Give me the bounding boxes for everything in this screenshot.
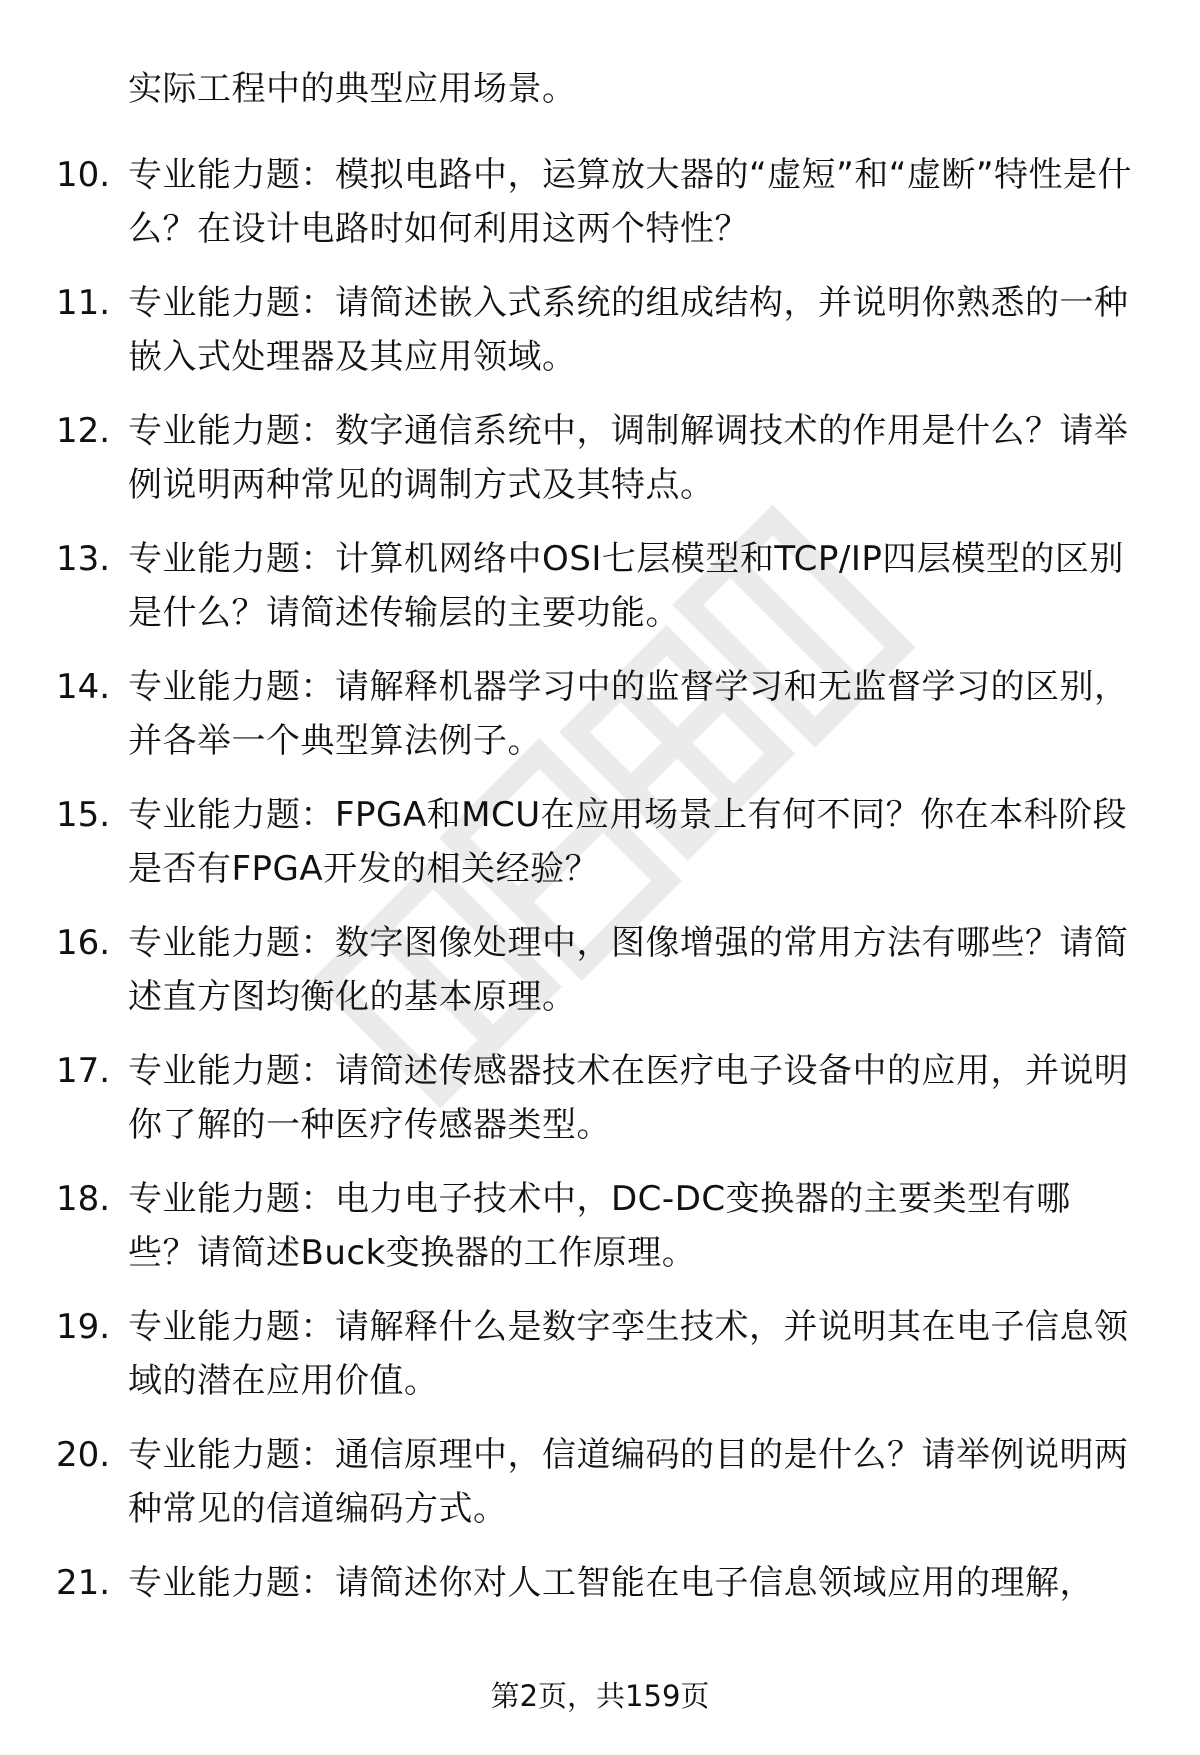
question-text: 专业能力题：计算机网络中OSI七层模型和TCP/IP四层模型的区别是什么？请简述传输层的主要功能。 (128, 539, 1124, 633)
list-item (0, 788, 1200, 916)
list-item (0, 1300, 1200, 1428)
list-item (0, 916, 1200, 1044)
list-item (0, 532, 1200, 660)
question-number: 14. (56, 667, 111, 707)
list-item (0, 404, 1200, 532)
question-text: 专业能力题：电力电子技术中，DC-DC变换器的主要类型有哪些？请简述Buck变换器的工作原理。 (128, 1179, 1071, 1273)
question-text: 专业能力题：请简述你对人工智能在电子信息领域应用的理解， (128, 1563, 1094, 1603)
question-number: 17. (56, 1051, 111, 1091)
question-number: 16. (56, 923, 111, 963)
question-text: 专业能力题：通信原理中，信道编码的目的是什么？请举例说明两种常见的信道编码方式。 (128, 1435, 1129, 1529)
question-text: 专业能力题：FPGA和MCU在应用场景上有何不同？你在本科阶段是否有FPGA开发的相关经验？ (128, 795, 1128, 889)
question-number: 15. (56, 795, 111, 835)
list-item (0, 276, 1200, 404)
question-number: 10. (56, 155, 111, 195)
question-number: 13. (56, 539, 111, 579)
question-number: 20. (56, 1435, 111, 1475)
list-item (0, 1044, 1200, 1172)
list-item (0, 148, 1200, 276)
question-text: 专业能力题：请解释什么是数字孪生技术，并说明其在电子信息领域的潜在应用价值。 (128, 1307, 1129, 1401)
question-list (0, 148, 1200, 1684)
list-item (0, 1428, 1200, 1556)
question-text: 专业能力题：请简述传感器技术在医疗电子设备中的应用，并说明你了解的一种医疗传感器类型。 (128, 1051, 1129, 1145)
continuation-text: 实际工程中的典型应用场景。 (128, 69, 577, 109)
page-footer: 第2页，共159页 (490, 1679, 710, 1713)
question-number: 18. (56, 1179, 111, 1219)
list-item (0, 1172, 1200, 1300)
question-number: 19. (56, 1307, 111, 1347)
list-item (0, 660, 1200, 788)
question-number: 21. (56, 1563, 111, 1603)
question-text: 专业能力题：数字通信系统中，调制解调技术的作用是什么？请举例说明两种常见的调制方式及其特点。 (128, 411, 1129, 505)
question-text: 专业能力题：请简述嵌入式系统的组成结构，并说明你熟悉的一种嵌入式处理器及其应用领域。 (128, 283, 1129, 377)
question-text: 专业能力题：数字图像处理中，图像增强的常用方法有哪些？请简述直方图均衡化的基本原理。 (128, 923, 1129, 1017)
question-text: 专业能力题：请解释机器学习中的监督学习和无监督学习的区别，并各举一个典型算法例子。 (128, 667, 1129, 761)
list-item (0, 1556, 1200, 1684)
question-number: 11. (56, 283, 111, 323)
question-number: 12. (56, 411, 111, 451)
question-text: 专业能力题：模拟电路中，运算放大器的“虚短”和“虚断”特性是什么？在设计电路时如何利用这两个特性？ (128, 155, 1132, 249)
